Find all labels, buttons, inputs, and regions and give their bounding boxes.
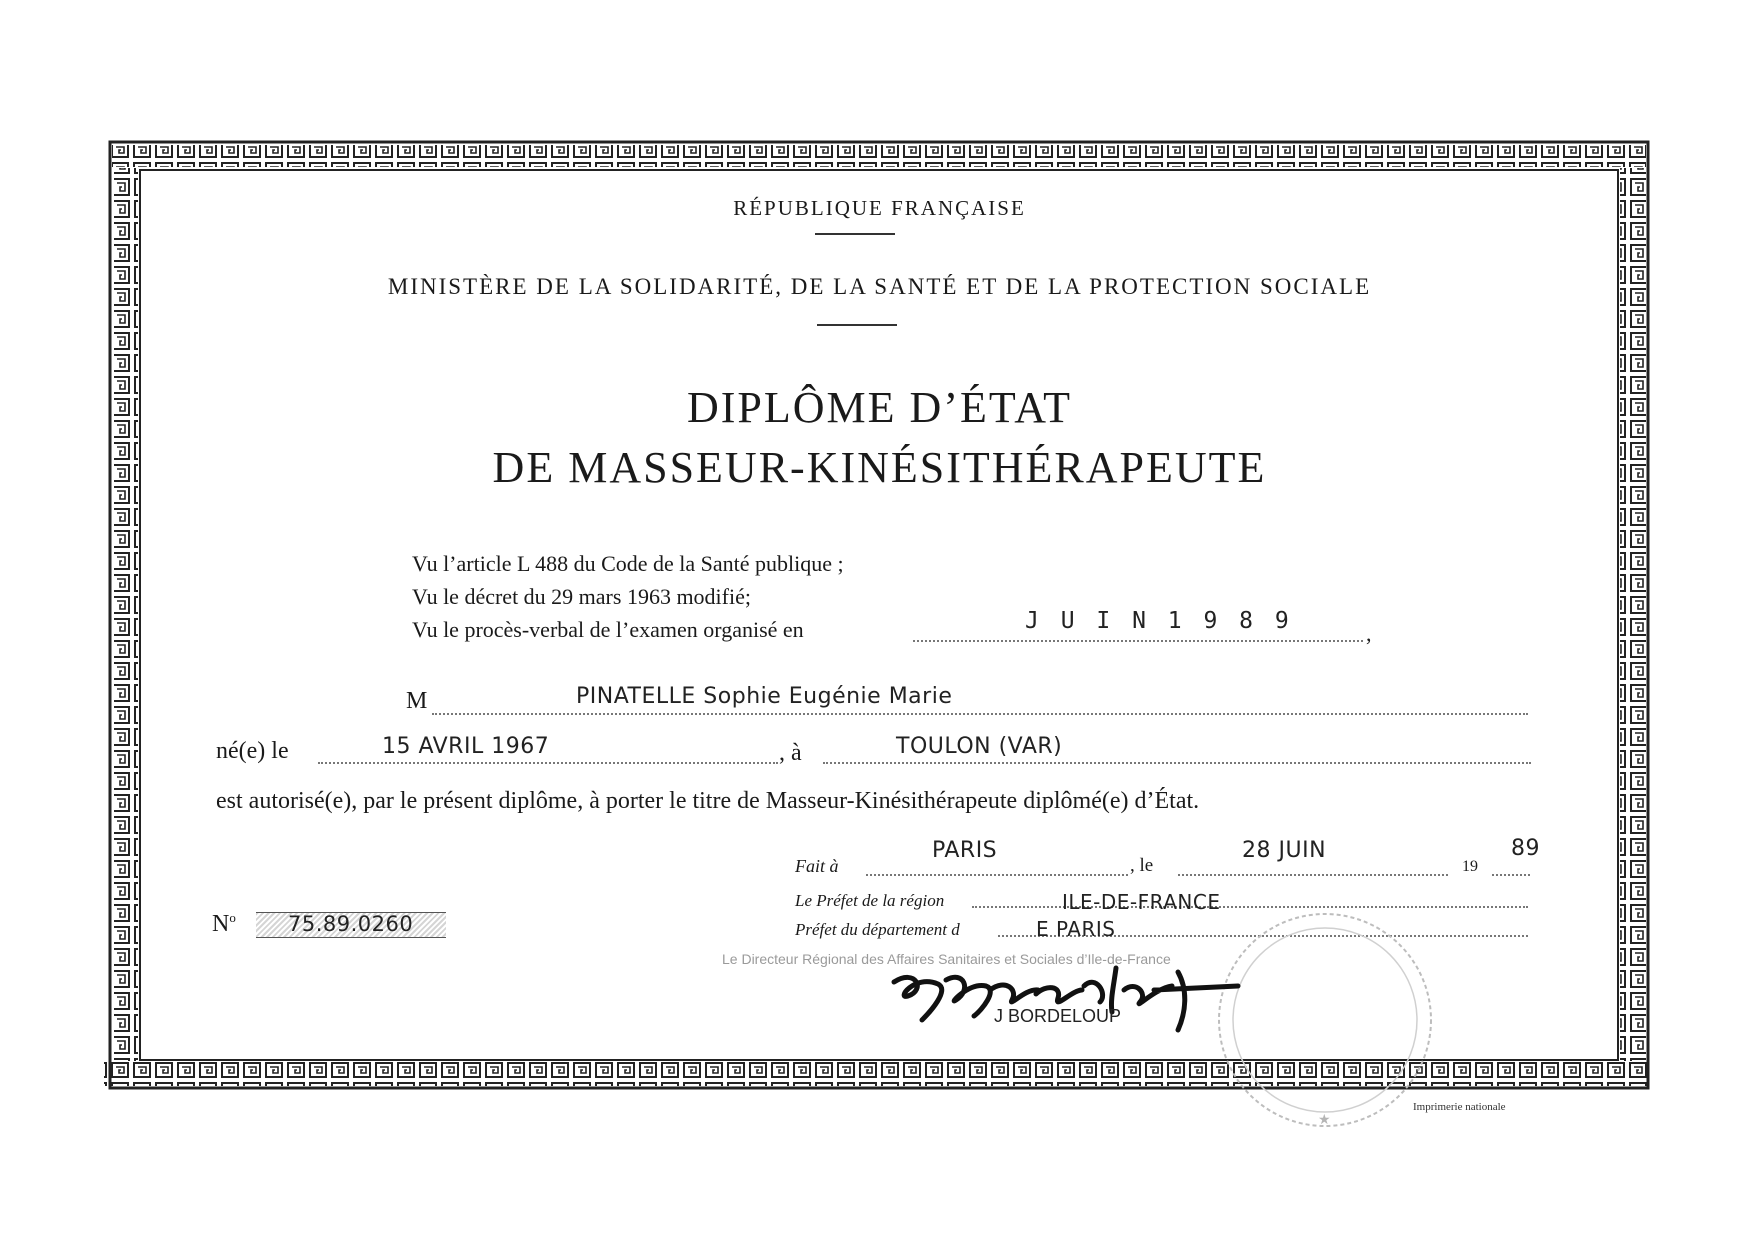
year-suffix: 89 [1511, 836, 1540, 861]
ministry-header: MINISTÈRE DE LA SOLIDARITÉ, DE LA SANTÉ ET DE LA PROTECTION SOCIALE [387, 274, 1372, 299]
prefect-region-label: Le Préfet de la région [795, 891, 945, 910]
number-label: $N^o$ [212, 910, 236, 937]
birth-date: 15 AVRIL 1967 [382, 734, 550, 759]
consideration-exam: Vu le procès-verbal de l’examen organisé en [412, 617, 804, 642]
holder-name-line [432, 713, 1528, 715]
year-prefix: 19 [1462, 858, 1478, 875]
prefect-department: E PARIS [1036, 917, 1116, 941]
handwritten-signature [886, 960, 1246, 1040]
prefect-department-label: Préfet du département d [795, 920, 960, 939]
diploma-title-line1: DIPLÔME D’ÉTAT [687, 383, 1072, 432]
header-divider [815, 233, 895, 235]
date-line [1178, 874, 1448, 876]
holder-prefix: M [406, 688, 428, 714]
birth-date-line [318, 762, 778, 764]
birth-place: TOULON (VAR) [896, 734, 1063, 759]
printer-credit: Imprimerie nationale [1413, 1101, 1506, 1113]
date-label: , le [1130, 855, 1154, 876]
diploma-number: 75.89.0260 [288, 912, 414, 936]
consideration-article: Vu l’article L 488 du Code de la Santé publique ; [412, 551, 844, 576]
consideration-decree: Vu le décret du 29 mars 1963 modifié; [412, 584, 751, 609]
svg-text:★: ★ [1318, 1112, 1331, 1128]
ministry-divider [817, 324, 897, 326]
prefect-region: ILE-DE-FRANCE [1062, 890, 1221, 914]
issuance-place: PARIS [932, 838, 998, 863]
signatory-name: J BORDELOUP [994, 1006, 1122, 1026]
exam-date-line [913, 640, 1363, 642]
director-stamp-line: Le Directeur Régional des Affaires Sanitaires et Sociales d’Ile-de-France [722, 951, 1171, 967]
born-label: né(e) le [216, 738, 289, 764]
diploma-title-line2: DE MASSEUR-KINÉSITHÉRAPEUTE [492, 443, 1267, 492]
year-line [1492, 874, 1530, 876]
holder-name: PINATELLE Sophie Eugénie Marie [576, 684, 953, 709]
authorization-text: est autorisé(e), par le présent diplôme, à porter le titre de Masseur-Kinésithérapeute diplômé(e) d’État. [216, 788, 1200, 814]
exam-comma: , [1366, 621, 1372, 646]
issuance-date: 28 JUIN [1242, 838, 1327, 863]
place-line [866, 874, 1128, 876]
at-label: , à [779, 740, 802, 766]
republic-header: RÉPUBLIQUE FRANÇAISE [733, 196, 1026, 220]
made-at-label: Fait à [795, 856, 839, 876]
birth-place-line [823, 762, 1531, 764]
exam-date: J U I N 1 9 8 9 [1025, 608, 1293, 634]
